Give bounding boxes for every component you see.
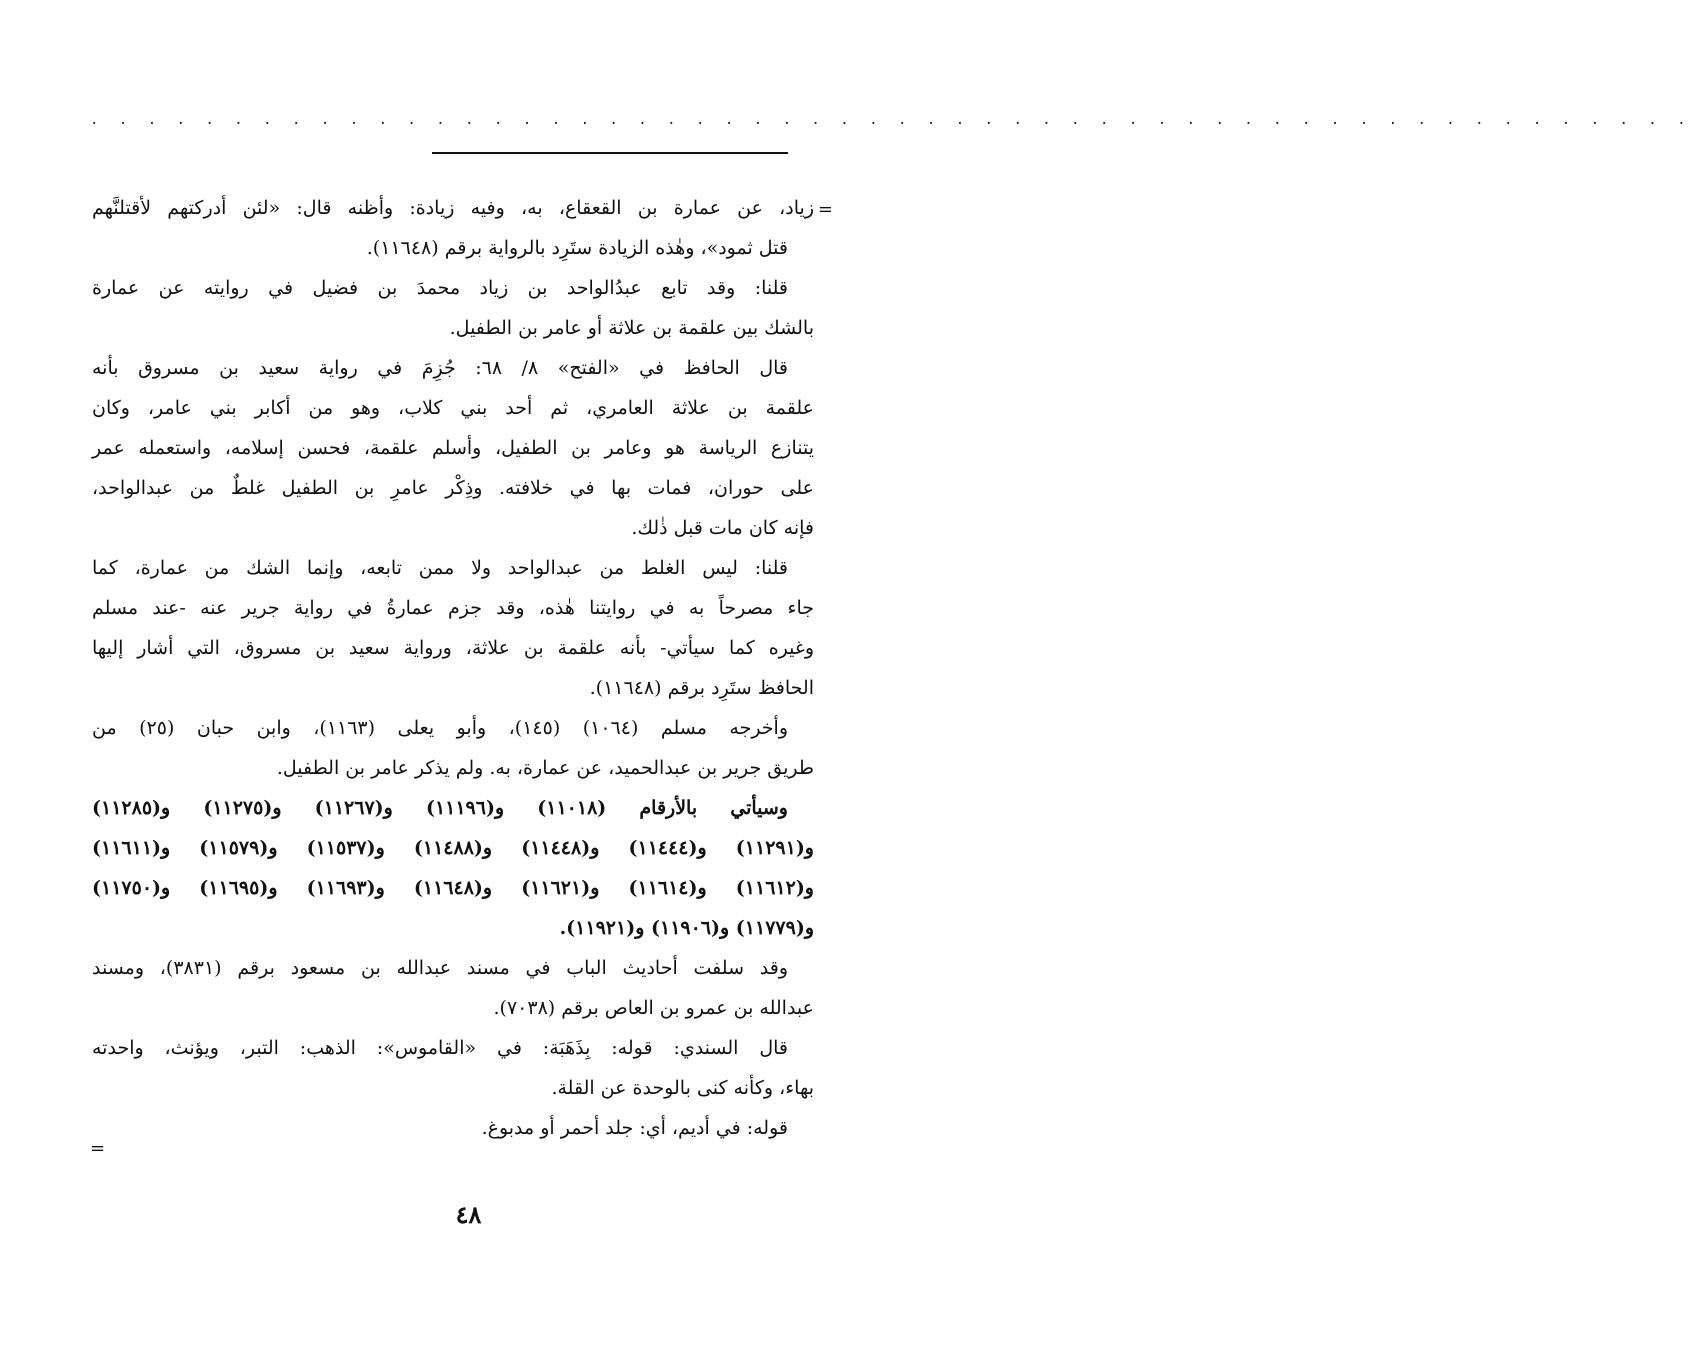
footnote-text — [92, 188, 814, 1148]
text-line: طريق جرير بن عبدالحميد، عن عمارة، به. ولم يذكر عامر بن الطفيل. — [276, 757, 814, 779]
text-line: زياد، عن عمارة بن القعقاع، به، وفيه زيادة: وأظنه قال: «لئن أدركتهم لأقتلنَّهم — [92, 197, 814, 219]
text-line: بهاء، وكأنه كنى بالوحدة عن القلة. — [551, 1077, 814, 1099]
text-line: قتل ثمود»، وهٰذه الزيادة ستَرِد بالرواية برقم (١١٦٤٨). — [366, 237, 788, 259]
text-line: قلنا: وقد تابع عبدُالواحد بن زياد محمدَ بن فضيل في روايته عن عمارة — [92, 277, 788, 299]
cross-reference-line: و(١١٢٩١) و(١١٤٤٤) و(١١٤٤٨) و(١١٤٨٨) و(١١٥٣٧) و(١١٥٧٩) و(١١٦١١) — [92, 837, 814, 859]
cross-reference-line: وسيأتي بالأرقام (١١٠١٨) و(١١١٩٦) و(١١٢٦٧) و(١١٢٧٥) و(١١٢٨٥) — [92, 797, 788, 819]
text-line: عبدالله بن عمرو بن العاص برقم (٧٠٣٨). — [493, 997, 814, 1019]
dotted-separator: . . . . . . . . . . . . . . . . . . . . . . . . . . . . . . . . . . . . . . . . . . . . . . . . . . . . . . . . — [90, 112, 1692, 128]
text-line: وغيره كما سيأتي- بأنه علقمة بن علاثة، ورواية سعيد بن مسروق، التي أشار إليها — [92, 637, 814, 659]
text-line: الحافظ ستَرِد برقم (١١٦٤٨). — [589, 677, 814, 699]
cross-reference-line: و(١١٧٧٩) و(١١٩٠٦) و(١١٩٢١). — [559, 917, 814, 939]
text-line: قال الحافظ في «الفتح» ٨/ ٦٨: جُزِمَ في رواية سعيد بن مسروق بأنه — [92, 357, 788, 379]
text-line: وأخرجه مسلم (١٠٦٤) (١٤٥)، وأبو يعلى (١١٦٣)، وابن حبان (٢٥) من — [92, 717, 789, 739]
text-line: يتنازع الرياسة هو وعامر بن الطفيل، وأسلم علقمة، فحسن إسلامه، واستعمله عمر — [92, 437, 814, 459]
text-line: قوله: في أديم، أي: جلد أحمر أو مدبوغ. — [481, 1117, 788, 1139]
text-line: علقمة بن علاثة العامري، ثم أحد بني كلاب، وهو من أكابر بني عامر، وكان — [92, 397, 814, 419]
page-number: ٤٨ — [455, 1200, 482, 1229]
cross-reference-line: و(١١٦١٢) و(١١٦١٤) و(١١٦٢١) و(١١٦٤٨) و(١١٦٩٣) و(١١٦٩٥) و(١١٧٥٠) — [92, 877, 814, 899]
text-line: قلنا: ليس الغلط من عبدالواحد ولا ممن تابعه، وإنما الشك من عمارة، كما — [92, 557, 788, 579]
text-line: وقد سلفت أحاديث الباب في مسند عبدالله بن مسعود برقم (٣٨٣١)، ومسند — [92, 957, 789, 979]
text-line: قال السندي: قوله: بِذَهَبَة: في «القاموس»: الذهب: التبر، ويؤنث، واحدته — [92, 1037, 788, 1059]
text-line: بالشك بين علقمة بن علاثة أو عامر بن الطفيل. — [449, 317, 814, 339]
continuation-marker-top: = — [817, 199, 833, 220]
footnote-rule — [432, 152, 788, 154]
text-line: جاء مصرحاً به في روايتنا هٰذه، وقد جزم عمارةُ في رواية جرير عنه -عند مسلم — [92, 597, 814, 619]
text-line: على حوران، فمات بها في خلافته. وذِكْر عامرِ بن الطفيل غلطٌ من عبدالواحد، — [92, 477, 814, 499]
text-line: فإنه كان مات قبل ذٰلك. — [631, 517, 814, 539]
continuation-marker-bottom: = — [90, 1138, 106, 1159]
